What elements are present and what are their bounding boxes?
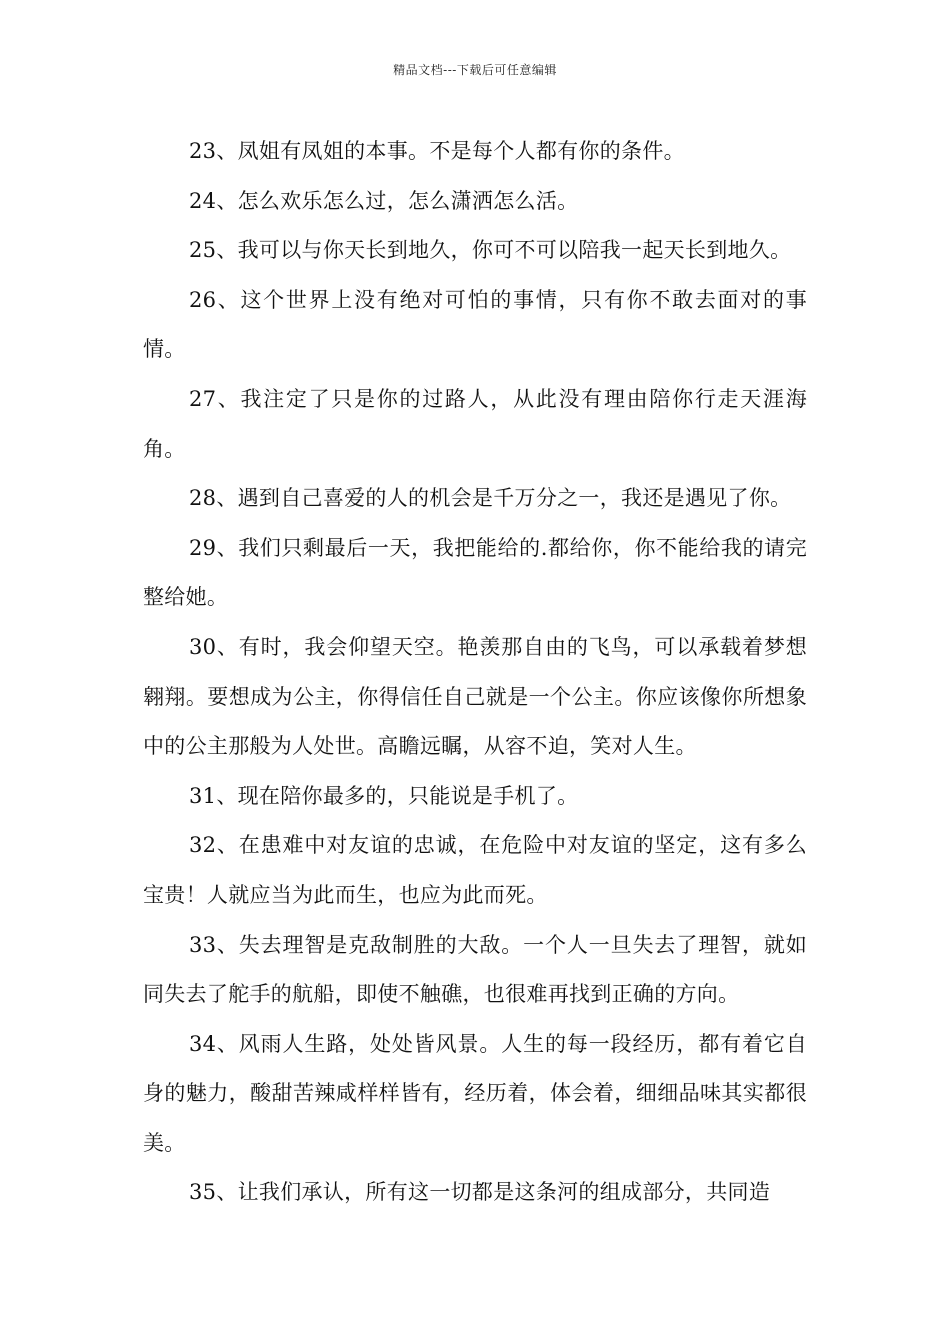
paragraph-28: 28、遇到自己喜爱的人的机会是千万分之一，我还是遇见了你。: [189, 486, 792, 511]
page-header: 精品文档---下载后可任意编辑: [393, 63, 557, 77]
paragraph-25: 25、我可以与你天长到地久，你可不可以陪我一起天长到地久。: [189, 238, 792, 263]
paragraph-26: 26、这个世界上没有绝对可怕的事情，只有你不敢去面对的事情。: [143, 287, 807, 362]
paragraph-23: 23、凤姐有凤姐的本事。不是每个人都有你的条件。: [189, 139, 685, 163]
paragraph-31: 31、现在陪你最多的，只能说是手机了。: [189, 783, 579, 808]
paragraph-30: 30、有时，我会仰望天空。艳羡那自由的飞鸟，可以承载着梦想翱翔。要想成为公主，你得信任自己就是一个公主。你应该像你所想象中的公主那般为人处世。高瞻远瞩，从容不迫，笑对人生。: [143, 634, 807, 759]
paragraph-27: 27、我注定了只是你的过路人，从此没有理由陪你行走天涯海角。: [143, 386, 807, 461]
paragraph-33: 33、失去理智是克敌制胜的大敌。一个人一旦失去了理智，就如同失去了舵手的航船，即使不触礁，也很难再找到正确的方向。: [143, 932, 807, 1007]
paragraph-34: 34、风雨人生路，处处皆风景。人生的每一段经历，都有着它自身的魅力，酸甜苦辣咸样样皆有，经历着，体会着，细细品味其实都很美。: [143, 1031, 807, 1155]
paragraph-29: 29、我们只剩最后一天，我把能给的.都给你，你不能给我的请完整给她。: [143, 535, 807, 610]
paragraph-32: 32、在患难中对友谊的忠诚，在危险中对友谊的坚定，这有多么宝贵！人就应当为此而生，也应为此而死。: [143, 833, 807, 907]
paragraph-35: 35、让我们承认，所有这一切都是这条河的组成部分，共同造: [189, 1180, 771, 1205]
document-body: [143, 127, 807, 1218]
paragraph-24: 24、怎么欢乐怎么过，怎么潇洒怎么活。: [189, 188, 579, 213]
